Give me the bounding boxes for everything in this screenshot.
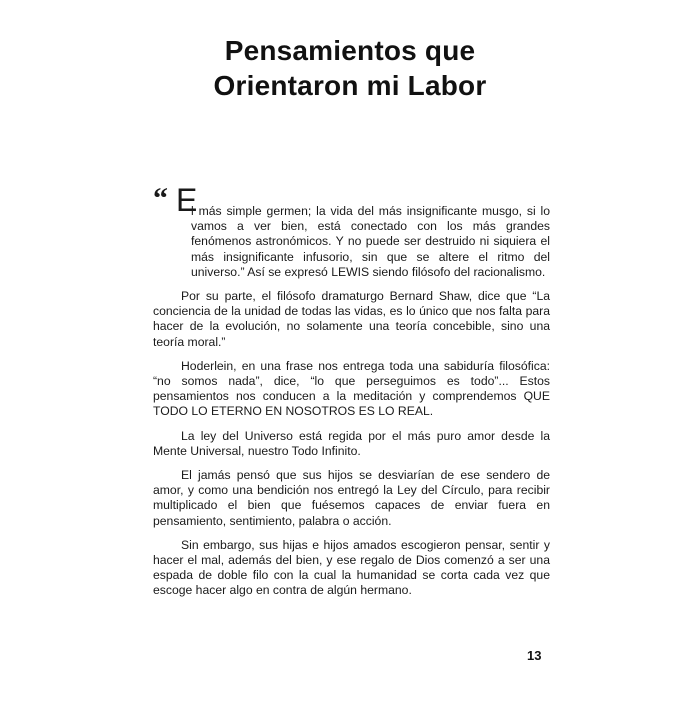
lead-paragraph-text: l más simple germen; la vida del más insignificante musgo, si lo vamos a ver bien, está conectado con los más grandes fenómenos astronómicos. Y no puede ser destruido ni siquiera el más insignificante infusorio, sin que se altere el ritmo del universo.” Así se expresó LEWIS siendo filósofo del racionalismo. [191,204,550,279]
paragraph-hoderlein: Hoderlein, en una frase nos entrega toda una sabiduría filosófica: “no somos nada”, dice, “lo que perseguimos es todo”... Estos pensamientos nos conducen a la meditación y comprendemos QUE TODO LO ETERNO EN NOSOTROS ES LO REAL. [153,358,550,419]
body-text [153,184,550,608]
opening-quote-mark: “ [153,182,168,215]
page-title-line-1: Pensamientos que [224,35,476,66]
paragraph-ley-circulo: El jamás pensó que sus hijos se desviarían de ese sendero de amor, y como una bendición nos entregó la Ley del Círculo, para recibir multiplicado el bien que fuésemos capaces de enviar fuera en pensamiento, sentimiento, palabra o acción. [153,468,550,528]
lead-paragraph [153,184,550,280]
paragraph-shaw: Por su parte, el filósofo dramaturgo Bernard Shaw, dice que “La conciencia de la unidad de todas las vidas, es lo único que nos falta para hacer de la evolución, no solamente una teoría concebible, sino una teoría moral.” [153,289,550,349]
page-title [0,33,700,103]
drop-cap: E [176,182,198,218]
paragraph-sin-embargo: Sin embargo, sus hijas e hijos amados escogieron pensar, sentir y hacer el mal, además del bien, y ese regalo de Dios comenzó a ser una espada de doble filo con la cual la humanidad se corta cada vez que escoge hacer algo en contra de algún hermano. [153,537,550,598]
page-title-line-2: Orientaron mi Labor [213,70,487,101]
paragraph-ley-universo: La ley del Universo está regida por el más puro amor desde la Mente Universal, nuestro Todo Infinito. [153,428,550,458]
page-number: 13 [527,648,542,663]
